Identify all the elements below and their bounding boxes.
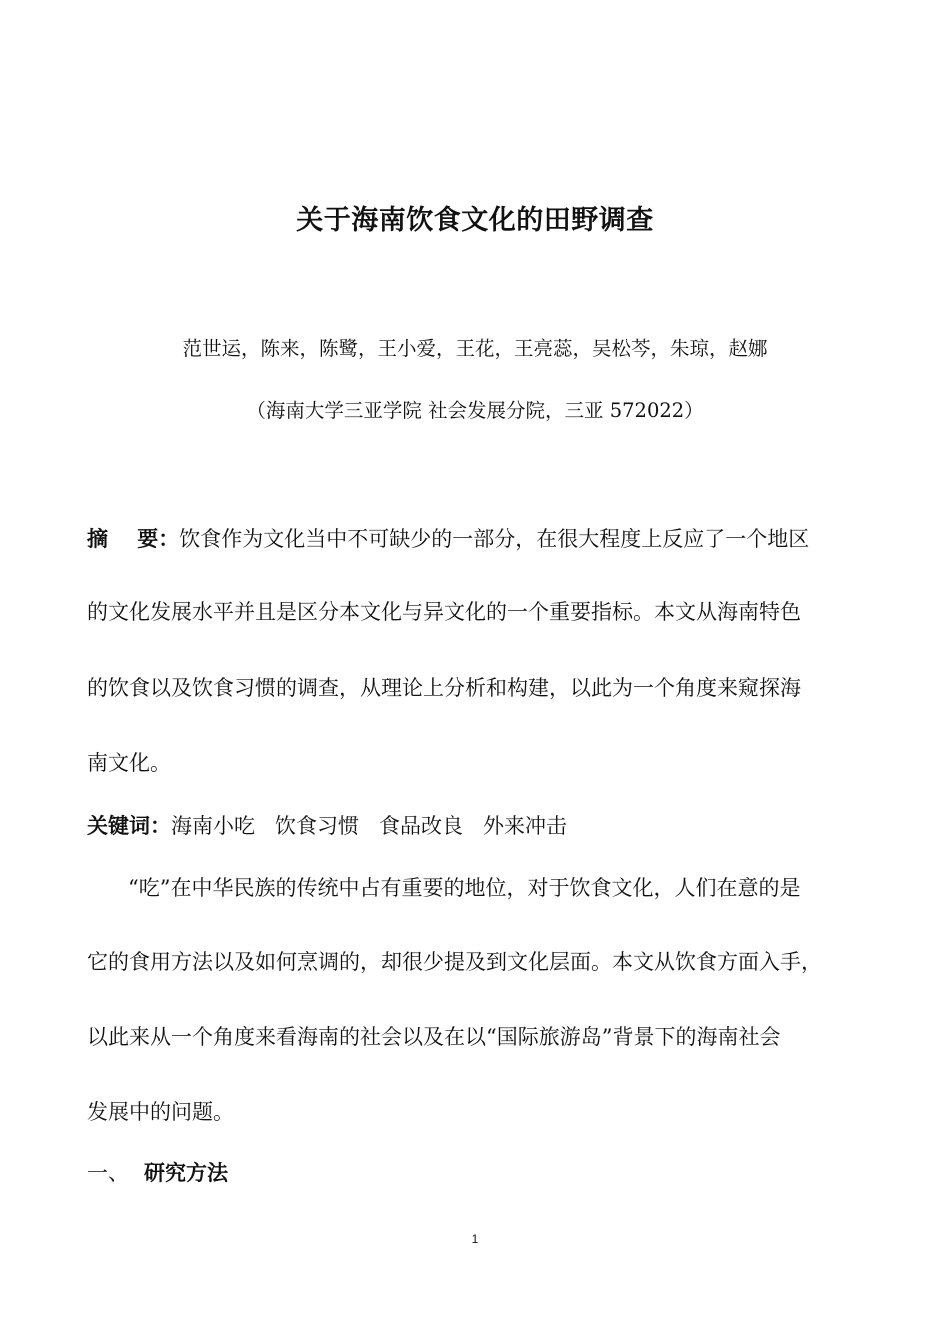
section-number: 一、 bbox=[87, 1161, 129, 1185]
intro-line-1: “吃”在中华民族的传统中占有重要的地位，对于饮食文化，人们在意的是 bbox=[128, 876, 801, 900]
page-number: 1 bbox=[471, 1232, 479, 1246]
keywords-line bbox=[87, 810, 567, 840]
abstract-line-1 bbox=[87, 523, 809, 553]
section-title: 研究方法 bbox=[144, 1161, 228, 1185]
keyword-item: 食品改良 bbox=[379, 814, 463, 838]
abstract-label: 摘 要： bbox=[87, 527, 180, 551]
keyword-item: 外来冲击 bbox=[483, 814, 567, 838]
keywords-label: 关键词： bbox=[87, 814, 171, 838]
document-title: 关于海南饮食文化的田野调查 bbox=[296, 205, 654, 236]
intro-line-4: 发展中的问题。 bbox=[87, 1100, 234, 1124]
abstract-line-4: 南文化。 bbox=[87, 751, 171, 775]
section-heading bbox=[87, 1157, 228, 1187]
intro-line-2: 它的食用方法以及如何烹调的，却很少提及到文化层面。本文从饮食方面入手， bbox=[87, 950, 822, 974]
author-list: 范世运，陈来，陈鹭，王小爱，王花，王亮蕊，吴松芩，朱琼，赵娜 bbox=[182, 337, 768, 360]
abstract-line-3: 的饮食以及饮食习惯的调查，从理论上分析和构建，以此为一个角度来窥探海 bbox=[87, 676, 801, 700]
author-affiliation: （海南大学三亚学院 社会发展分院，三亚 572022） bbox=[246, 399, 704, 422]
abstract-line-2: 的文化发展水平并且是区分本文化与异文化的一个重要指标。本文从海南特色 bbox=[87, 600, 801, 624]
abstract-text: 饮食作为文化当中不可缺少的一部分，在很大程度上反应了一个地区 bbox=[179, 527, 810, 551]
keyword-item: 海南小吃 bbox=[171, 814, 255, 838]
intro-line-3: 以此来从一个角度来看海南的社会以及在以“国际旅游岛”背景下的海南社会 bbox=[87, 1025, 781, 1049]
keyword-item: 饮食习惯 bbox=[275, 814, 359, 838]
